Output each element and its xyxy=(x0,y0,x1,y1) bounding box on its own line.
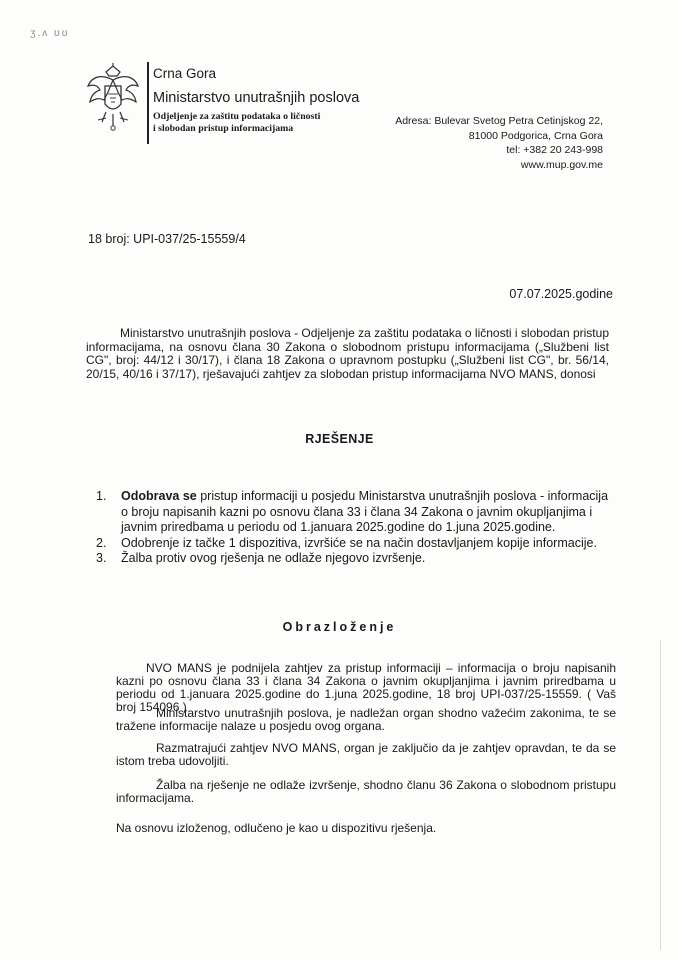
address-block xyxy=(333,114,603,172)
header-department xyxy=(153,111,320,135)
item-number: 1. xyxy=(96,489,107,503)
reasoning-paragraph-4: Žalba na rješenje ne odlaže izvršenje, shodno članu 36 Zakona o slobodnom pristupu informacijama. xyxy=(116,778,616,805)
header-divider xyxy=(147,62,149,144)
reasoning-paragraph-1: NVO MANS je podnijela zahtjev za pristup informaciji – informacija o broju napisanih kazni po osnovu člana 33 i člana 34 Zakona o javnim okupljanjima i javnim priredbama u periodu od 1.januara 2025.godine do 1.juna 2025.godine, 18 broj UPI-037/25-15559. ( Vaš broj 154096 ) xyxy=(116,661,616,714)
handwritten-mark: ʒ.ʌ ʊʊ xyxy=(30,28,70,39)
address-phone: tel: +382 20 243-998 xyxy=(506,144,603,156)
department-line-2: i slobodan pristup informacijama xyxy=(153,123,294,134)
dispositive-item xyxy=(96,551,616,567)
item-number: 3. xyxy=(96,551,107,565)
reasoning-paragraph-2: Ministarstvo unutrašnjih poslova, je nadležan organ shodno važećim zakonima, te se tražene informacije nalaze u posjedu ovog organa. xyxy=(116,706,616,733)
scan-edge-line xyxy=(660,640,661,950)
dispositive-item xyxy=(96,489,616,536)
item-bold-text: Odobrava se xyxy=(121,489,197,503)
reference-number: 18 broj: UPI-037/25-15559/4 xyxy=(88,232,246,246)
reasoning-paragraph-3: Razmatrajući zahtjev NVO MANS, organ je zaključio da je zahtjev opravdan, te da se istom treba udovoljiti. xyxy=(116,741,616,768)
coat-of-arms-icon xyxy=(84,62,142,132)
reasoning-paragraph-5: Na osnovu izloženog, odlučeno je kao u dispozitivu rješenja. xyxy=(116,821,437,835)
header-country: Crna Gora xyxy=(153,66,217,81)
department-line-1: Odjeljenje za zaštitu podataka o ličnosti xyxy=(153,111,321,122)
item-number: 2. xyxy=(96,535,107,550)
header-ministry: Ministarstvo unutrašnjih poslova xyxy=(153,90,360,106)
dispositive-list xyxy=(96,489,616,567)
item-text: Odobrenje iz tačke 1 dispozitiva, izvršiće se na način dostavljanjem kopije informacije. xyxy=(121,535,597,550)
item-text: pristup informaciji u posjedu Ministarstva unutrašnjih poslova - informacija o broju napisanih kazni po osnovu člana 33 i člana 34 Zakona o javnim okupljanjima i javnim priredbama u periodu od 1.januara 2025.godine do 1.juna 2025.godine. xyxy=(121,489,609,534)
document-date: 07.07.2025.godine xyxy=(509,287,613,301)
reasoning-title: Obrazloženje xyxy=(282,620,397,634)
address-website: www.mup.gov.me xyxy=(520,158,603,171)
item-text: Žalba protiv ovog rješenja ne odlaže njegovo izvršenje. xyxy=(121,551,426,565)
decision-title: RJEŠENJE xyxy=(305,432,374,446)
address-street: Adresa: Bulevar Svetog Petra Cetinjskog 22, xyxy=(395,115,603,127)
dispositive-item xyxy=(96,536,616,552)
address-city: 81000 Podgorica, Crna Gora xyxy=(468,129,603,142)
intro-paragraph: Ministarstvo unutrašnjih poslova - Odjeljenje za zaštitu podataka o ličnosti i slobodan pristup informacijama, na osnovu člana 30 Zakona o slobodnom pristupu informacijama („Službeni list CG", broj: 44/12 i 30/17), i člana 18 Zakona o upravnom postupku („Službeni list CG", br. 56/14, 20/15, 40/16 i 37/17), rješavajući zahtjev za slobodan pristup informacijama NVO MANS, donosi xyxy=(86,326,609,381)
